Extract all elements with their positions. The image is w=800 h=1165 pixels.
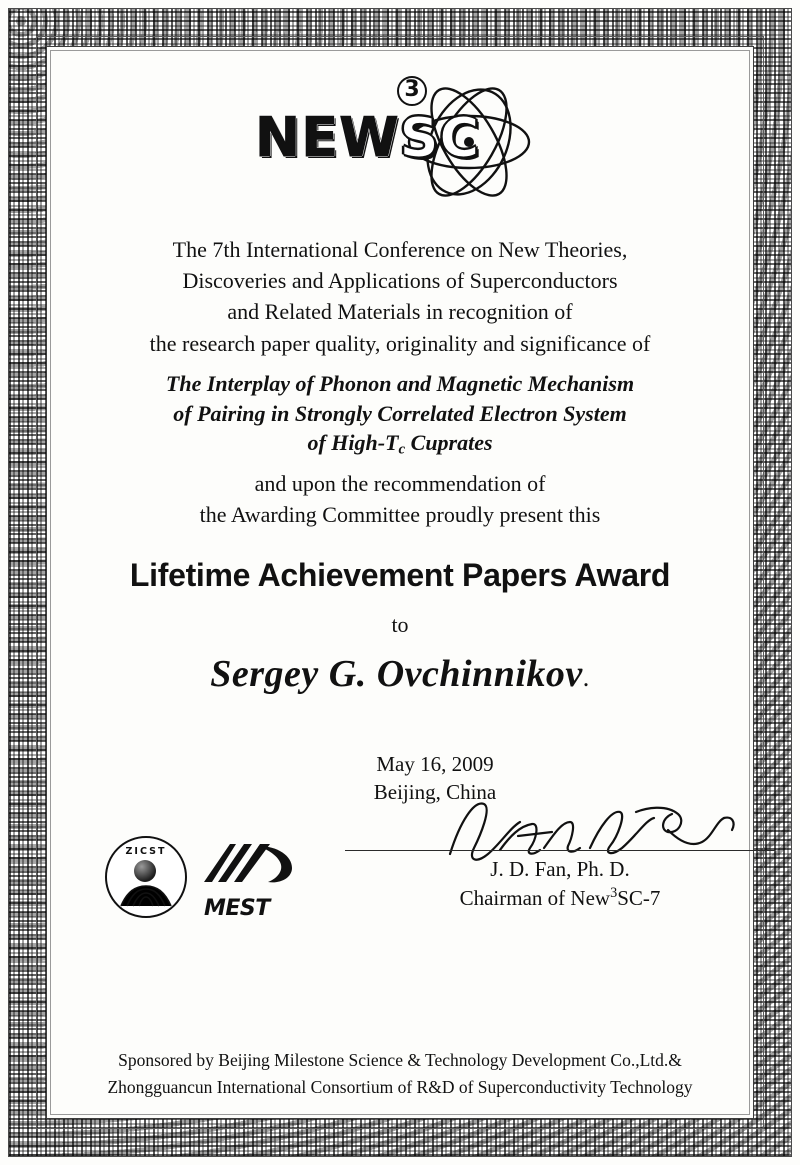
signer-title-post: SC-7 bbox=[617, 886, 661, 911]
recommendation-line-1: and upon the recommendation of bbox=[254, 471, 546, 497]
mest-wordmark: MEST bbox=[204, 896, 270, 922]
intro-line-1: The 7th International Conference on New Theories, bbox=[172, 237, 628, 262]
recommendation-text bbox=[60, 468, 740, 530]
mest-mark-icon bbox=[200, 838, 296, 894]
zicst-rays-icon bbox=[107, 880, 185, 908]
zicst-sphere bbox=[134, 860, 156, 882]
intro-line-4: the research paper quality, originality and significance of bbox=[149, 330, 651, 356]
signer-name: J. D. Fan, Ph. D. bbox=[490, 857, 630, 882]
zicst-seal-icon bbox=[105, 836, 187, 918]
intro-line-2: Discoveries and Applications of Superconductors bbox=[182, 268, 618, 294]
certificate-content bbox=[60, 60, 740, 1105]
paper-title-line-3-pre: of High-T bbox=[307, 430, 399, 456]
recipient-name bbox=[60, 652, 740, 696]
paper-title-line-3 bbox=[60, 428, 740, 460]
recipient-period: . bbox=[582, 662, 590, 692]
award-place: Beijing, China bbox=[373, 780, 497, 805]
paper-title-line-3-post: Cuprates bbox=[405, 430, 493, 456]
signature-area bbox=[60, 808, 740, 928]
sponsors-block bbox=[60, 1047, 740, 1101]
mest-logo bbox=[200, 838, 330, 921]
sponsor-line-1: Sponsored by Beijing Milestone Science & Technology Development Co.,Ltd.& bbox=[118, 1049, 682, 1070]
intro-line-3: and Related Materials in recognition of bbox=[227, 299, 573, 325]
recipient-name-text: Sergey G. Ovchinnikov bbox=[210, 652, 583, 695]
logo-wordmark bbox=[255, 106, 480, 169]
award-date: May 16, 2009 bbox=[376, 751, 494, 776]
to-word: to bbox=[391, 611, 409, 637]
signer-title-pre: Chairman of New bbox=[459, 886, 611, 911]
signature-rule bbox=[345, 850, 775, 851]
paper-title-line-1: The Interplay of Phonon and Magnetic Mechanism bbox=[165, 370, 635, 396]
signer-title bbox=[345, 884, 775, 913]
intro-text bbox=[60, 234, 740, 359]
paper-title-line-2: of Pairing in Strongly Correlated Electron System bbox=[173, 400, 627, 426]
zicst-seal-label: ZICST bbox=[125, 846, 167, 858]
logo-text-sc: SC bbox=[399, 106, 481, 169]
signer-title-superscript: 3 bbox=[610, 885, 618, 902]
paper-title-subscript: c bbox=[398, 442, 406, 459]
paper-title bbox=[60, 369, 740, 460]
sponsor-line-2: Zhongguancun International Consortium of R&D of Superconductivity Technology bbox=[107, 1076, 693, 1097]
conference-logo bbox=[60, 78, 740, 228]
logo-text-new: NEW bbox=[255, 106, 400, 169]
recommendation-line-2: the Awarding Committee proudly present this bbox=[199, 502, 601, 528]
award-title: Lifetime Achievement Papers Award bbox=[129, 556, 671, 593]
signer-block bbox=[345, 856, 775, 912]
logo-superscript-3: 3 bbox=[397, 76, 427, 106]
